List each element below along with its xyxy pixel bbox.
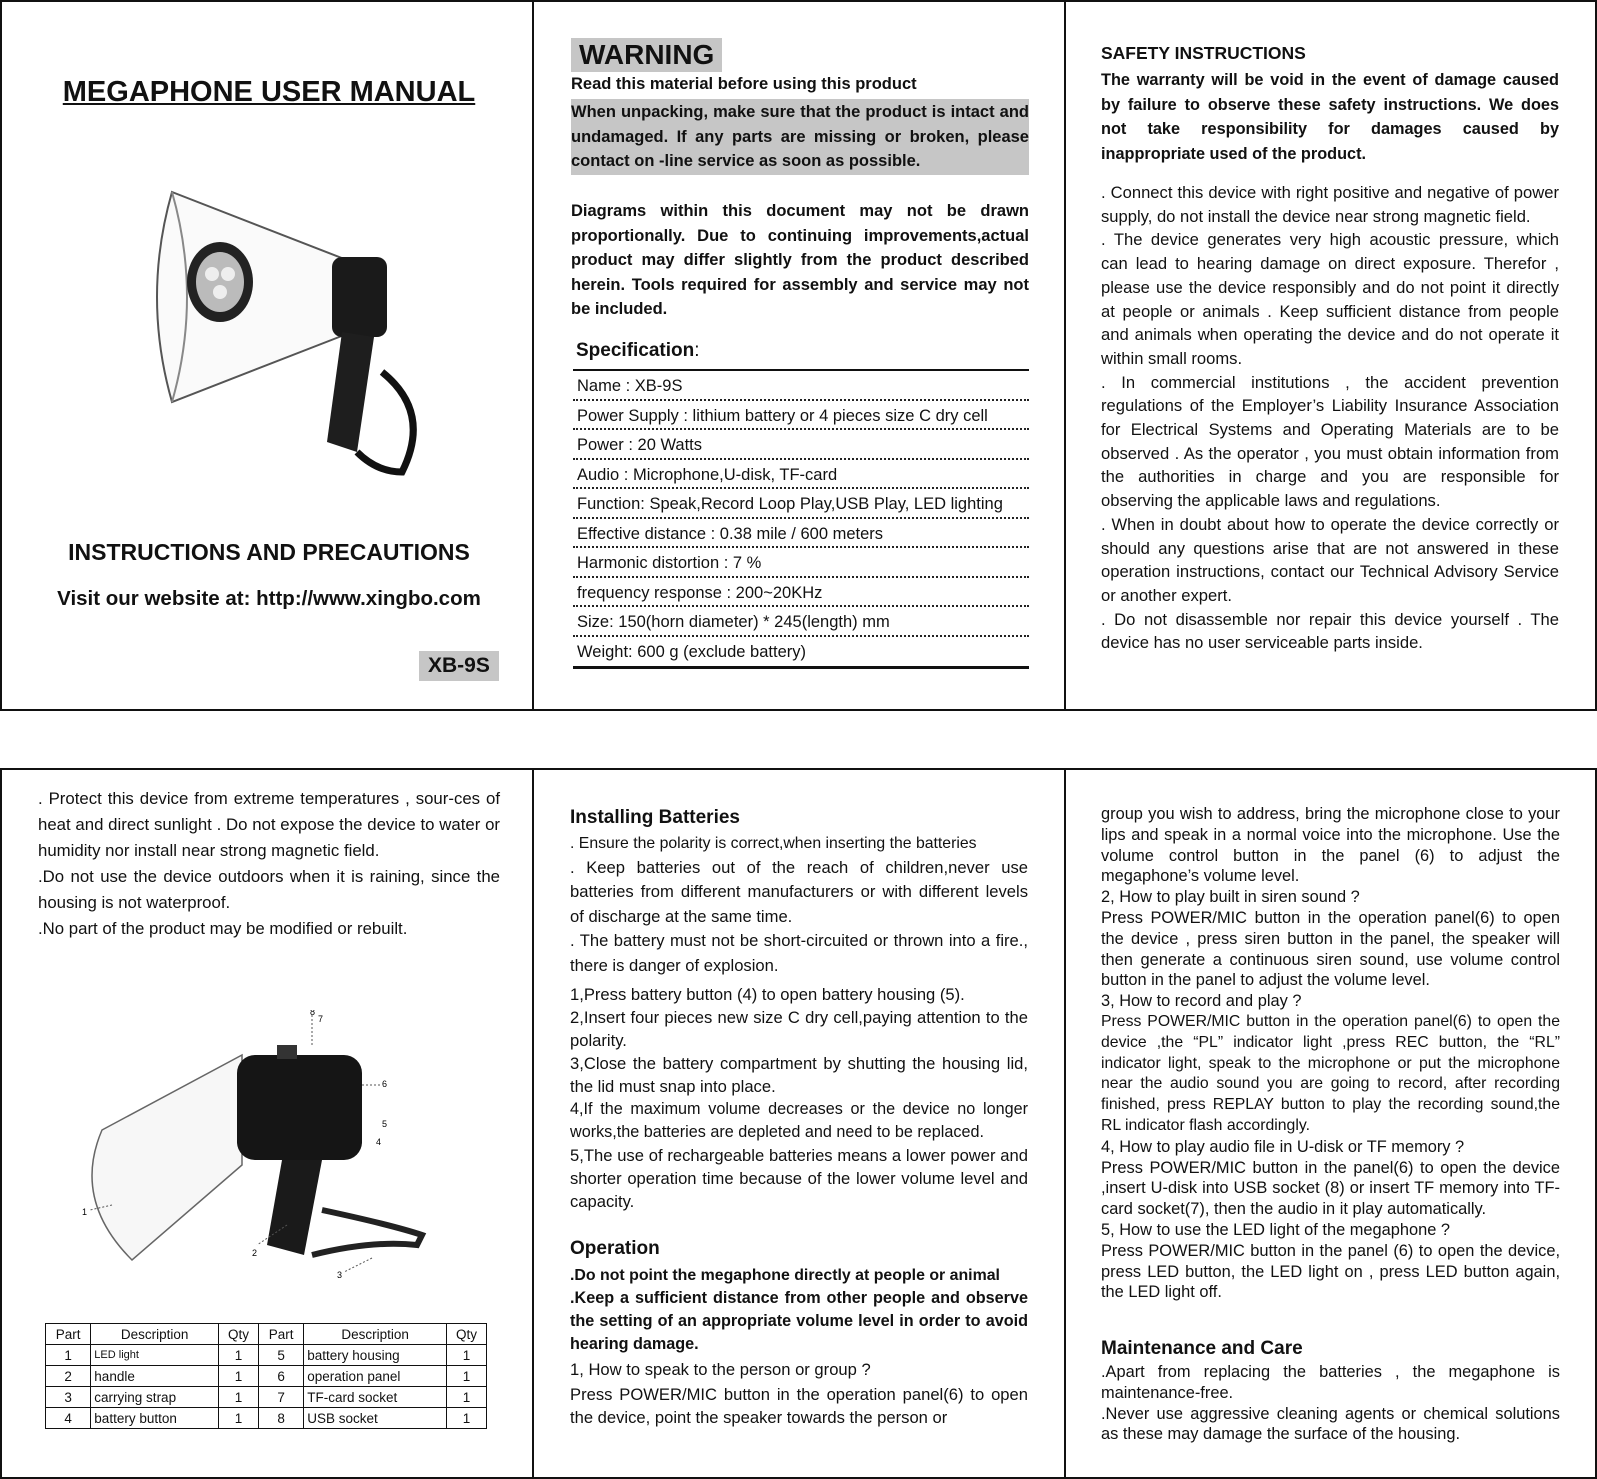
question-1-text: Press POWER/MIC button in the operation panel(6) to open the device, point the speaker towards the person or (570, 1385, 1028, 1427)
subtitle: INSTRUCTIONS AND PRECAUTIONS (68, 539, 470, 565)
operation-paragraph: Press POWER/MIC button in the operation panel(6) to open the device ,the “PL” indicator light ,press REC button, the “RL” indicator light, speak to the microphone or put the microphone near the audio sound you are going to record, after recording finished, press REPLAY button to play the recording sound,the RL indicator flash accordingly. (1101, 1012, 1560, 1134)
battery-step: 5,The use of rechargeable batteries means a lower power and shorter operation time because of the lower volume level and capacity. (570, 1146, 1028, 1211)
battery-step: 4,If the maximum volume decreases or the device no longer works,the batteries are depleted and need to be replaced. (570, 1100, 1028, 1141)
parts-table (45, 1323, 487, 1429)
maintenance-item: .Apart from replacing the batteries , the megaphone is maintenance-free. (1101, 1363, 1560, 1402)
operation-warning: .Do not point the megaphone directly at people or animal (570, 1267, 1000, 1284)
operation-paragraph: Press POWER/MIC button in the panel(6) to open the device ,insert U-disk into USB socket (8) or insert TF memory into TF-card socket(7), then the audio in it play automatically. (1101, 1158, 1560, 1219)
table-cell: 1 (219, 1345, 259, 1366)
table-cell: operation panel (304, 1366, 447, 1387)
table-header: Qty (447, 1324, 487, 1345)
spec-row: Power : 20 Watts (573, 430, 1029, 460)
table-cell: 1 (447, 1345, 487, 1366)
diagram-label: 7 (318, 1014, 324, 1024)
table-cell: TF-card socket (304, 1387, 447, 1408)
table-cell: LED light (91, 1345, 219, 1366)
table-cell: 3 (46, 1387, 91, 1408)
table-cell: 2 (46, 1366, 91, 1387)
panel-cover (0, 0, 534, 711)
manual-title: MEGAPHONE USER MANUAL (62, 76, 476, 108)
spec-row: Function: Speak,Record Loop Play,USB Play, LED lighting (573, 489, 1029, 519)
model-badge: XB-9S (419, 651, 499, 681)
maintenance-heading: Maintenance and Care (1101, 1338, 1303, 1359)
spec-row: Weight: 600 g (exclude battery) (577, 642, 806, 661)
question-1: 1, How to speak to the person or group ? (570, 1360, 871, 1379)
diagram-label: 8 (310, 1010, 316, 1017)
operation-paragraph: group you wish to address, bring the microphone close to your lips and speak in a normal voice into the microphone. Use the volume control button in the panel (6) to adjust the megaphone’s volume level. (1101, 805, 1560, 886)
diagram-label: 5 (382, 1119, 388, 1129)
table-header: Part (46, 1324, 91, 1345)
diagram-label: 2 (252, 1248, 258, 1258)
table-cell: 8 (258, 1408, 303, 1429)
battery-step: 2,Insert four pieces new size C dry cell,paying attention to the polarity. (570, 1008, 1028, 1050)
precaution-item: .Do not use the device outdoors when it is raining, since the housing is not waterproof. (38, 867, 500, 912)
megaphone-image (142, 182, 432, 482)
operation-paragraph: Press POWER/MIC button in the operation panel(6) to open the device , press siren button in the panel, the speaker will then generate a continuous siren sound, use volume control button in the panel to adjust the volume level. (1101, 908, 1560, 990)
table-cell: 1 (46, 1345, 91, 1366)
table-header-row (46, 1324, 487, 1345)
operation-question: 2, How to play built in siren sound ? (1101, 888, 1360, 907)
spec-row: Power Supply : lithium battery or 4 pieces size C dry cell (573, 401, 1029, 431)
diagram-label: 4 (376, 1137, 382, 1147)
table-cell: carrying strap (91, 1387, 219, 1408)
safety-item: . Connect this device with right positive and negative of power supply, do not install the device near strong magnetic field. (1101, 183, 1559, 226)
spec-colon: : (694, 340, 700, 361)
table-cell: 1 (219, 1387, 259, 1408)
operation-warning: .Keep a sufficient distance from other people and observe the setting of an appropriate volume level in order to avoid hearing damage. (570, 1289, 1028, 1353)
table-row (46, 1408, 487, 1429)
table-cell: 4 (46, 1408, 91, 1429)
table-cell: 1 (219, 1366, 259, 1387)
table-cell: 1 (447, 1408, 487, 1429)
table-row (46, 1345, 487, 1366)
spec-row: Audio : Microphone,U-disk, TF-card (573, 460, 1029, 490)
table-cell: handle (91, 1366, 219, 1387)
safety-item: . In commercial institutions , the accident prevention regulations of the Employer’s Liability Insurance Association for Electrical Systems and Operating Materials are to be observed . As the operator , you must obtain information from the authorities in charge and you are responsible for observing the applicable laws and regulations. (1101, 372, 1559, 511)
table-header: Qty (219, 1324, 259, 1345)
spec-list (573, 369, 1029, 669)
table-cell: 6 (258, 1366, 303, 1387)
precaution-items (38, 786, 500, 942)
operation-question: 4, How to play audio file in U-disk or TF memory ? (1101, 1137, 1465, 1156)
spec-row: Effective distance : 0.38 mile / 600 meters (573, 519, 1029, 549)
spec-heading-text: Specification (576, 340, 695, 361)
batteries-heading: Installing Batteries (570, 807, 740, 828)
table-header: Description (304, 1324, 447, 1345)
spec-row: Name : XB-9S (573, 371, 1029, 401)
diagram-label: 6 (382, 1079, 388, 1089)
website-line: Visit our website at: http://www.xingbo.com (57, 587, 481, 610)
battery-step: 3,Close the battery compartment by shutting the housing lid, the lid must snap into place. (570, 1054, 1028, 1096)
table-cell: 1 (447, 1387, 487, 1408)
battery-step: 1,Press battery button (4) to open battery housing (5). (570, 985, 965, 1004)
read-line: Read this material before using this product (571, 75, 917, 93)
table-row (46, 1366, 487, 1387)
spec-heading (576, 340, 700, 362)
table-cell: battery housing (304, 1345, 447, 1366)
battery-note: . The battery must not be short-circuited or thrown into a fire., there is danger of explosion. (570, 931, 1028, 975)
diagram-label: 3 (337, 1270, 343, 1280)
battery-note: . Ensure the polarity is correct,when inserting the batteries (570, 835, 977, 852)
table-row (46, 1387, 487, 1408)
warning-label: WARNING (571, 38, 722, 72)
diagram-notice: Diagrams within this document may not be drawn proportionally. Due to continuing improvements,actual product may differ slightly from the product described herein. Tools required for assembly and service may not be included. (571, 202, 1029, 318)
unpack-notice: When unpacking, make sure that the product is intact and undamaged. If any parts are missing or broken, please contact on -line service as soon as possible. (571, 99, 1029, 175)
precaution-item: . Protect this device from extreme temperatures , sour-ces of heat and direct sunlight . Do not expose the device to water or humidity nor install near strong magnetic field. (38, 789, 500, 860)
battery-notes (570, 832, 1028, 978)
safety-items (1101, 181, 1559, 655)
spec-row: Size: 150(horn diameter) * 245(length) mm (573, 607, 1029, 637)
operation-paragraph: Press POWER/MIC button in the panel (6) to open the device, press LED button, the LED light on , press LED button again, the LED light off. (1101, 1241, 1560, 1302)
diagram-label: 1 (82, 1207, 88, 1217)
safety-item: . Do not disassemble nor repair this device yourself . The device has no user serviceable parts inside. (1101, 609, 1559, 653)
table-cell: battery button (91, 1408, 219, 1429)
battery-note: . Keep batteries out of the reach of children,never use batteries from different manufacturers or with different levels of discharge at the same time. (570, 857, 1028, 926)
table-cell: USB socket (304, 1408, 447, 1429)
table-cell: 5 (258, 1345, 303, 1366)
safety-intro: The warranty will be void in the event of damage caused by failure to observe these safety instructions. We does not take responsibility for damages caused by inappropriate used of the product. (1101, 71, 1559, 163)
safety-item: . When in doubt about how to operate the device correctly or should any questions arise that are not answered in these operation instructions, contact our Technical Advisory Service or another expert. (1101, 514, 1559, 605)
table-header: Description (91, 1324, 219, 1345)
maintenance-item: .Never use aggressive cleaning agents or chemical solutions as these may damage the surface of the housing. (1101, 1404, 1560, 1444)
spec-row: Harmonic distortion : 7 % (573, 548, 1029, 578)
table-cell: 1 (219, 1408, 259, 1429)
panel-safety (1064, 0, 1597, 711)
table-header: Part (258, 1324, 303, 1345)
panel-batteries (532, 768, 1066, 1479)
operation-paragraphs (1101, 804, 1560, 1303)
operation-heading: Operation (570, 1238, 660, 1259)
operation-question: 3, How to record and play ? (1101, 992, 1302, 1011)
precaution-item: .No part of the product may be modified or rebuilt. (38, 919, 408, 938)
operation-warnings (570, 1264, 1028, 1356)
battery-steps (570, 983, 1028, 1213)
safety-item: . The device generates very high acoustic pressure, which can lead to hearing damage on direct exposure. Therefor , please use the device responsibly and do not point it directly at people or animals . Keep sufficient distance from people and animals when operating the device and do not operate it within small rooms. (1101, 230, 1559, 368)
panel-operation (1064, 768, 1597, 1479)
safety-heading: SAFETY INSTRUCTIONS (1101, 43, 1306, 63)
spec-row: frequency response : 200~20KHz (573, 578, 1029, 608)
parts-diagram (72, 1010, 462, 1280)
table-cell: 7 (258, 1387, 303, 1408)
table-cell: 1 (447, 1366, 487, 1387)
panel-warning (532, 0, 1066, 711)
maintenance-items (1101, 1362, 1560, 1445)
panel-parts (0, 768, 534, 1479)
operation-question: 5, How to use the LED light of the megaphone ? (1101, 1220, 1450, 1239)
